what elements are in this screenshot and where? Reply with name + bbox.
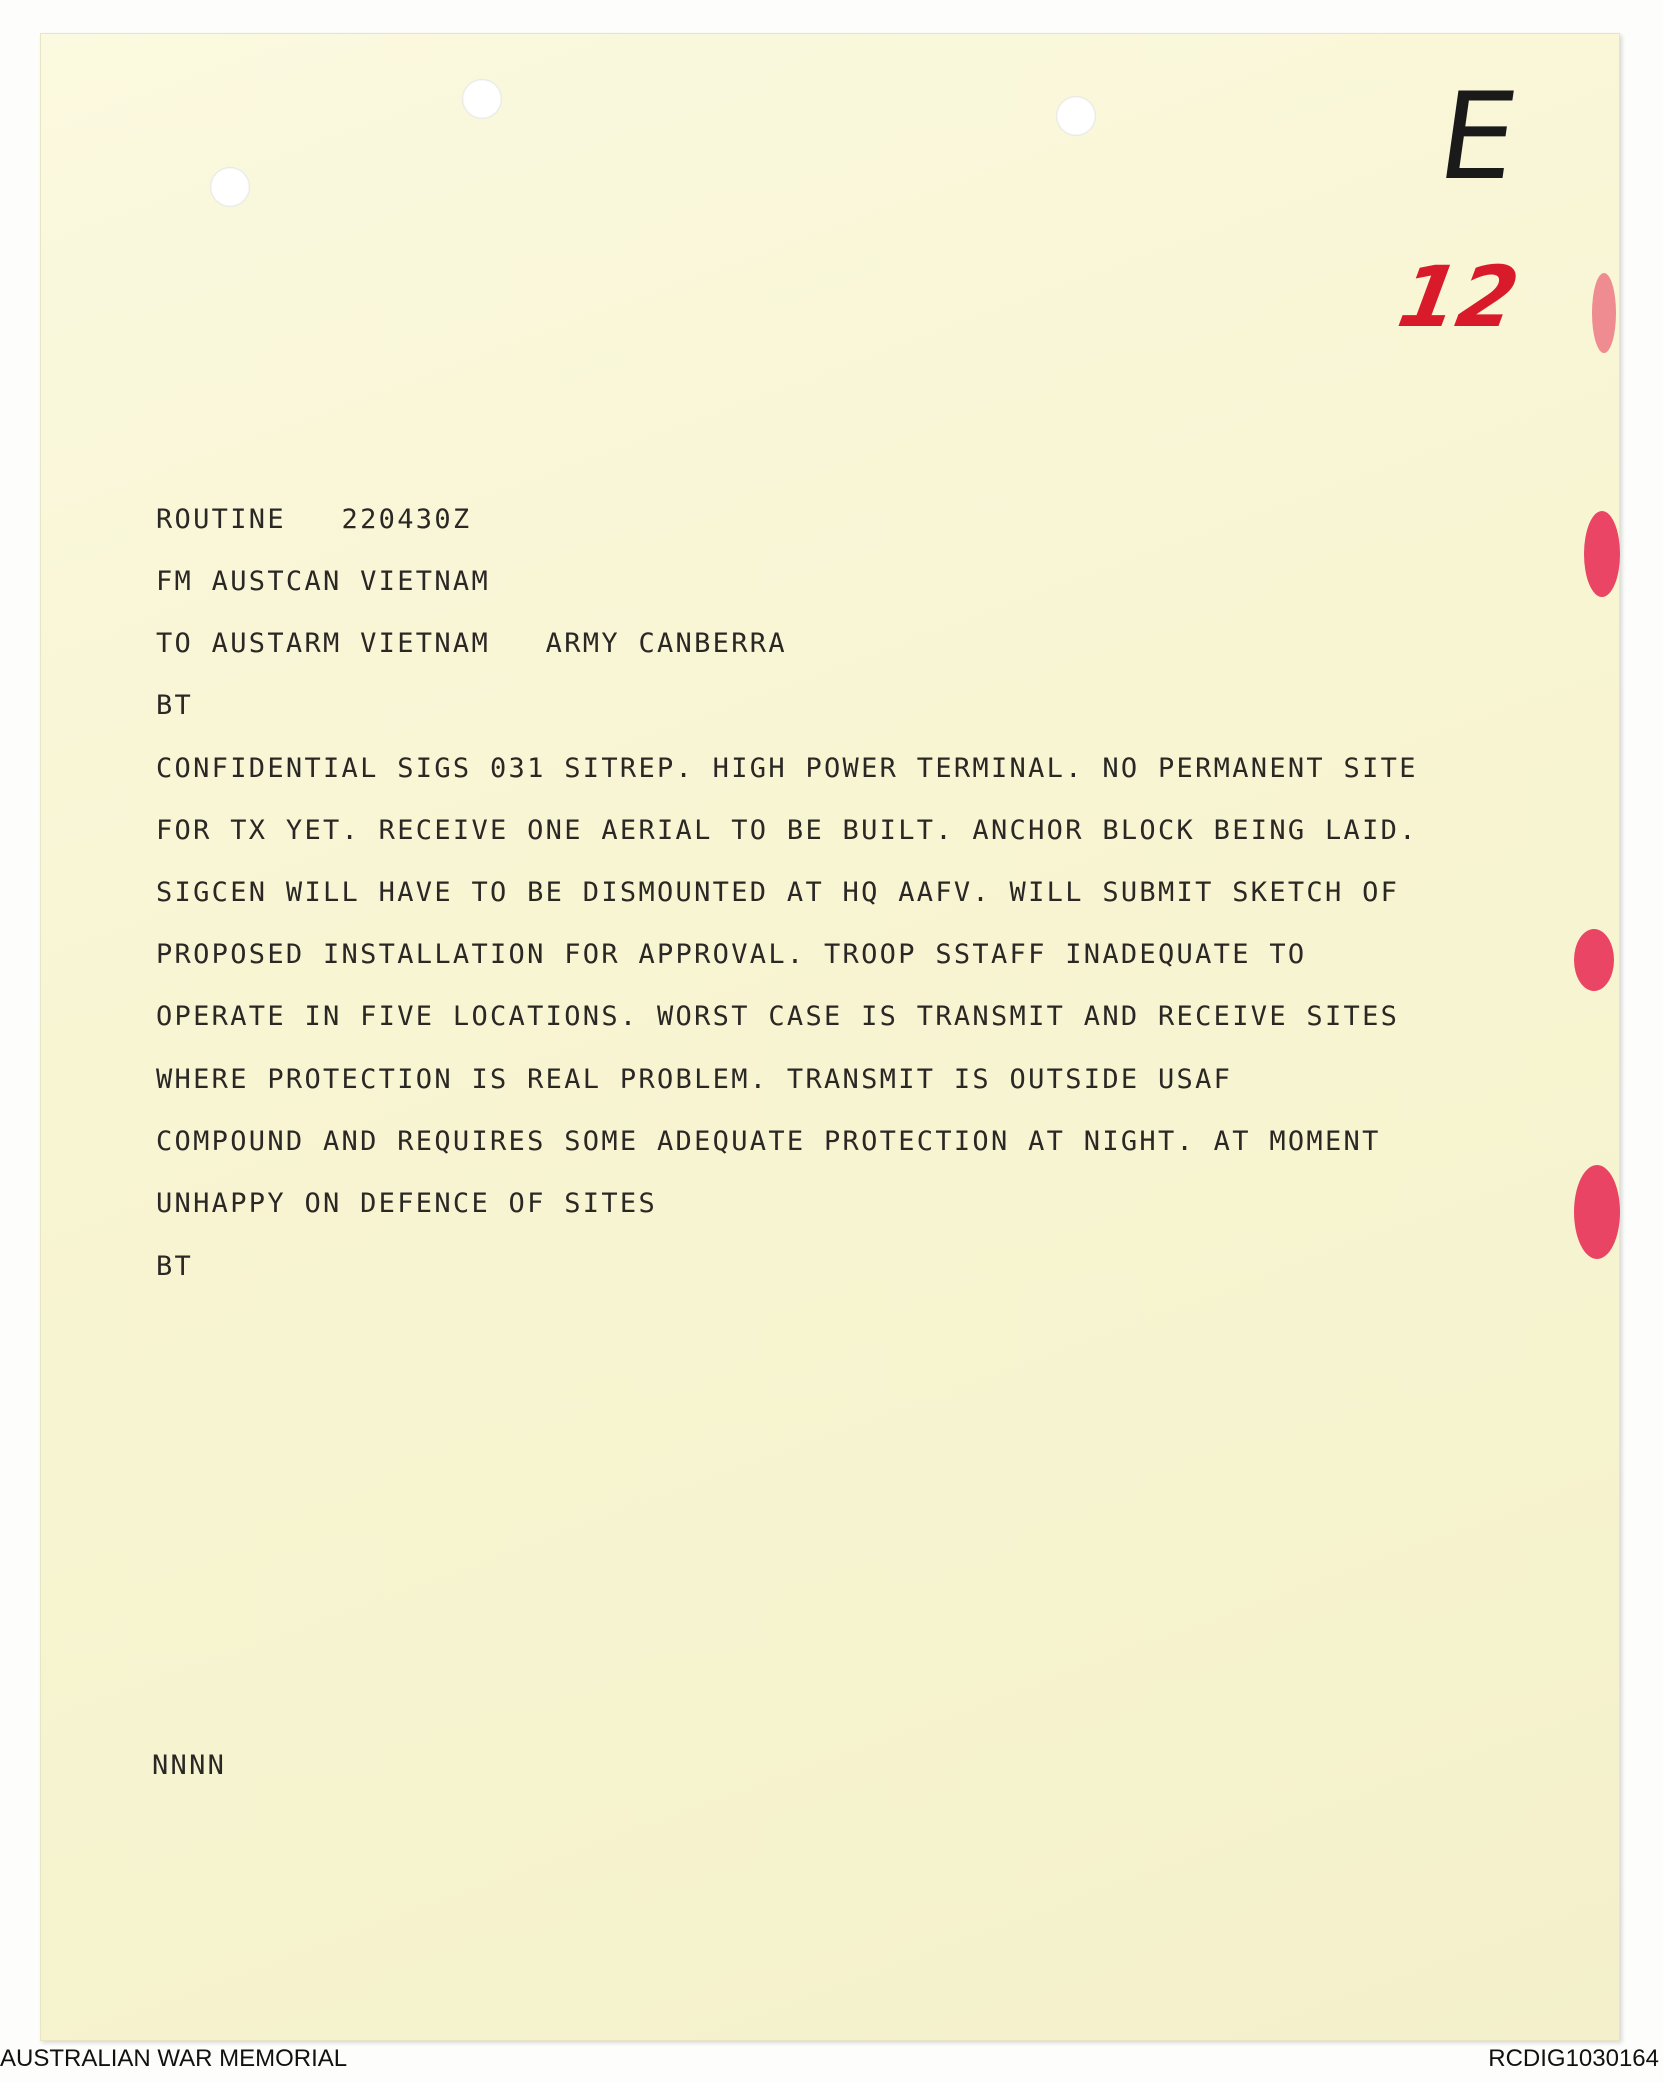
message-line: FOR TX YET. RECEIVE ONE AERIAL TO BE BUILT. ANCHOR BLOCK BEING LAID. <box>156 815 1418 846</box>
red-edge-mark <box>1574 1165 1620 1259</box>
message-line: UNHAPPY ON DEFENCE OF SITES <box>156 1188 657 1219</box>
red-edge-mark <box>1574 929 1614 991</box>
telegram-sheet <box>40 33 1620 2041</box>
precedence-line: ROUTINE 220430Z <box>156 504 472 535</box>
archive-credit: AUSTRALIAN WAR MEMORIAL <box>0 2045 348 2072</box>
archive-reference: RCDIG1030164 <box>1488 2045 1659 2072</box>
message-line: CONFIDENTIAL SIGS 031 SITREP. HIGH POWER TERMINAL. NO PERMANENT SITE <box>156 753 1418 784</box>
message-line: WHERE PROTECTION IS REAL PROBLEM. TRANSMIT IS OUTSIDE USAF <box>156 1064 1233 1095</box>
message-line: OPERATE IN FIVE LOCATIONS. WORST CASE IS TRANSMIT AND RECEIVE SITES <box>156 1001 1400 1032</box>
punch-hole <box>210 167 250 207</box>
break-line: BT <box>156 1251 194 1282</box>
message-line: COMPOUND AND REQUIRES SOME ADEQUATE PROTECTION AT NIGHT. AT MOMENT <box>156 1126 1381 1157</box>
punch-hole <box>1056 96 1096 136</box>
red-edge-mark <box>1592 273 1616 353</box>
message-line: PROPOSED INSTALLATION FOR APPROVAL. TROOP SSTAFF INADEQUATE TO <box>156 939 1307 970</box>
from-line: FM AUSTCAN VIETNAM <box>156 566 490 597</box>
break-line: BT <box>156 690 194 721</box>
message-line: SIGCEN WILL HAVE TO BE DISMOUNTED AT HQ AAFV. WILL SUBMIT SKETCH OF <box>156 877 1400 908</box>
handwritten-letter: E <box>1430 68 1526 207</box>
end-marker: NNNN <box>152 1750 227 1781</box>
to-line: TO AUSTARM VIETNAM ARMY CANBERRA <box>156 628 787 659</box>
folio-number: 12 <box>1391 248 1526 346</box>
red-edge-mark <box>1584 511 1620 597</box>
punch-hole <box>462 79 502 119</box>
